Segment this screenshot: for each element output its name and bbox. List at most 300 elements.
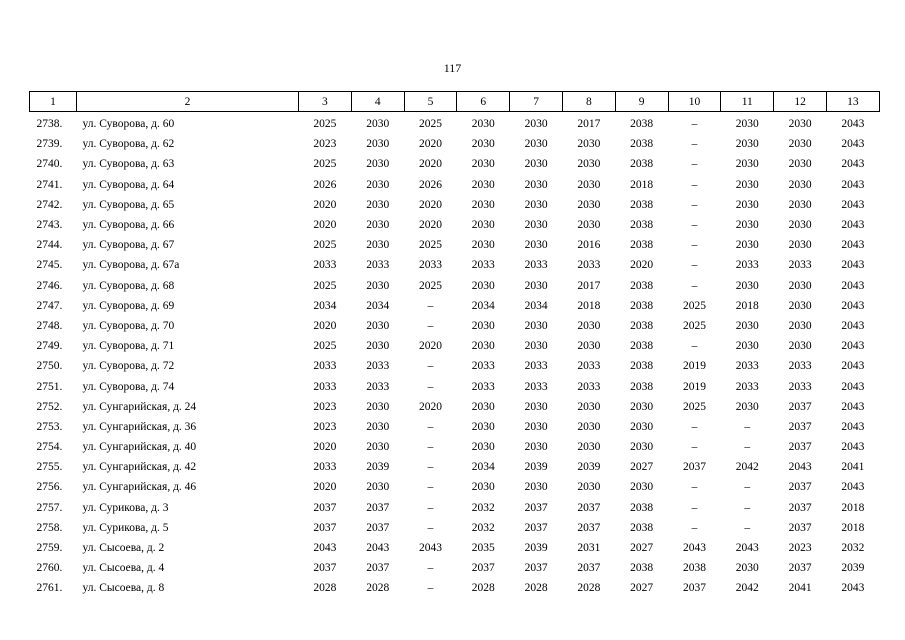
address-cell: ул. Сунгарийская, д. 46 (82, 481, 197, 494)
value-cell: 2018 (841, 521, 865, 534)
value-cell: 2037 (682, 582, 706, 595)
row-number-cell: 2747. (36, 299, 63, 312)
row-number-cell: 2742. (36, 198, 63, 211)
value-cell: 2038 (682, 562, 706, 575)
value-cell: 2030 (735, 400, 759, 413)
value-cell: 2020 (418, 219, 442, 232)
value-cell: 2038 (630, 239, 654, 252)
row-number-cell: 2740. (36, 158, 63, 171)
value-cell: 2038 (630, 380, 654, 393)
value-cell: 2025 (418, 239, 442, 252)
value-cell: – (744, 521, 751, 534)
value-cell: – (427, 380, 434, 393)
row-number-cell: 2749. (36, 340, 63, 353)
value-cell: 2030 (788, 239, 812, 252)
value-cell: 2043 (735, 542, 759, 555)
value-cell: – (427, 360, 434, 373)
value-cell: 2033 (471, 360, 495, 373)
row-number-cell: 2744. (36, 239, 63, 252)
value-cell: 2030 (735, 198, 759, 211)
value-cell: 2038 (630, 219, 654, 232)
value-cell: 2037 (366, 521, 390, 534)
value-cell: 2037 (577, 521, 601, 534)
value-cell: 2030 (471, 198, 495, 211)
value-cell: 2033 (366, 259, 390, 272)
value-cell: 2030 (524, 178, 548, 191)
value-cell: 2038 (630, 118, 654, 131)
value-cell: 2043 (841, 319, 865, 332)
value-cell: 2030 (471, 400, 495, 413)
value-cell: – (427, 501, 434, 514)
value-cell: 2038 (630, 340, 654, 353)
value-cell: 2030 (735, 319, 759, 332)
row-number-cell: 2739. (36, 138, 63, 151)
value-cell: 2030 (735, 239, 759, 252)
value-cell: 2030 (366, 441, 390, 454)
value-cell: – (427, 521, 434, 534)
address-cell: ул. Суворова, д. 69 (82, 299, 175, 312)
column-header-5: 5 (404, 92, 457, 112)
value-cell: 2028 (471, 582, 495, 595)
value-cell: 2043 (366, 542, 390, 555)
value-cell: – (744, 481, 751, 494)
value-cell: – (691, 178, 698, 191)
value-cell: 2025 (418, 118, 442, 131)
value-cell: 2037 (788, 420, 812, 433)
row-number-cell: 2748. (36, 319, 63, 332)
column-header-11: 11 (721, 92, 774, 112)
value-cell: 2037 (577, 501, 601, 514)
value-cell: 2020 (313, 219, 337, 232)
value-cell: 2035 (471, 542, 495, 555)
value-cell: 2033 (788, 360, 812, 373)
column-header-13: 13 (826, 92, 879, 112)
value-cell: 2030 (788, 158, 812, 171)
value-cell: 2043 (841, 420, 865, 433)
value-cell: 2030 (735, 219, 759, 232)
address-cell: ул. Суворова, д. 67 (82, 239, 175, 252)
table-row (30, 578, 880, 598)
value-cell: 2033 (366, 380, 390, 393)
table-row (30, 175, 880, 195)
value-cell: 2030 (735, 279, 759, 292)
value-cell: 2030 (788, 299, 812, 312)
table-row (30, 154, 880, 174)
value-cell: 2039 (366, 461, 390, 474)
value-cell: 2030 (577, 158, 601, 171)
value-cell: 2027 (630, 461, 654, 474)
value-cell: 2039 (524, 542, 548, 555)
row-number-cell: 2760. (36, 562, 63, 575)
value-cell: 2030 (366, 481, 390, 494)
value-cell: 2033 (366, 360, 390, 373)
table-row (30, 296, 880, 316)
value-cell: 2030 (366, 219, 390, 232)
value-cell: 2025 (313, 340, 337, 353)
value-cell: – (691, 441, 698, 454)
value-cell: 2033 (577, 360, 601, 373)
value-cell: 2033 (577, 259, 601, 272)
value-cell: 2020 (313, 319, 337, 332)
column-header-1: 1 (30, 92, 77, 112)
column-header-7: 7 (510, 92, 563, 112)
row-number-cell: 2756. (36, 481, 63, 494)
value-cell: 2030 (788, 198, 812, 211)
value-cell: – (427, 319, 434, 332)
value-cell: 2030 (471, 219, 495, 232)
value-cell: 2037 (524, 521, 548, 534)
value-cell: 2030 (524, 239, 548, 252)
column-header-12: 12 (774, 92, 827, 112)
table-row (30, 457, 880, 477)
value-cell: 2025 (313, 118, 337, 131)
value-cell: – (691, 118, 698, 131)
value-cell: 2027 (630, 542, 654, 555)
value-cell: 2037 (366, 501, 390, 514)
value-cell: 2030 (366, 239, 390, 252)
value-cell: 2030 (577, 420, 601, 433)
value-cell: 2030 (577, 138, 601, 151)
value-cell: 2043 (841, 178, 865, 191)
address-cell: ул. Суворова, д. 63 (82, 158, 175, 171)
value-cell: – (744, 420, 751, 433)
value-cell: 2030 (735, 118, 759, 131)
value-cell: 2025 (313, 158, 337, 171)
value-cell: 2030 (366, 198, 390, 211)
value-cell: 2020 (418, 340, 442, 353)
value-cell: 2020 (313, 441, 337, 454)
address-cell: ул. Сунгарийская, д. 36 (82, 420, 197, 433)
address-cell: ул. Суворова, д. 68 (82, 279, 175, 292)
value-cell: 2028 (524, 582, 548, 595)
table-row (30, 498, 880, 518)
value-cell: 2037 (682, 461, 706, 474)
value-cell: 2037 (788, 441, 812, 454)
value-cell: 2039 (524, 461, 548, 474)
value-cell: 2030 (788, 138, 812, 151)
value-cell: 2043 (841, 481, 865, 494)
table-row (30, 558, 880, 578)
table-row (30, 376, 880, 396)
value-cell: 2018 (841, 501, 865, 514)
value-cell: 2043 (841, 340, 865, 353)
value-cell: 2025 (313, 239, 337, 252)
column-header-6: 6 (457, 92, 510, 112)
column-header-8: 8 (562, 92, 615, 112)
value-cell: – (691, 219, 698, 232)
row-number-cell: 2753. (36, 420, 63, 433)
value-cell: 2030 (577, 481, 601, 494)
value-cell: 2030 (471, 239, 495, 252)
value-cell: 2033 (577, 380, 601, 393)
row-number-cell: 2761. (36, 582, 63, 595)
value-cell: – (427, 299, 434, 312)
row-number-cell: 2754. (36, 441, 63, 454)
value-cell: – (691, 501, 698, 514)
value-cell: 2033 (313, 360, 337, 373)
value-cell: 2030 (788, 219, 812, 232)
value-cell: 2043 (313, 542, 337, 555)
value-cell: 2043 (841, 219, 865, 232)
value-cell: 2043 (841, 582, 865, 595)
value-cell: 2037 (524, 562, 548, 575)
value-cell: 2038 (630, 360, 654, 373)
value-cell: 2030 (471, 340, 495, 353)
table-row (30, 538, 880, 558)
value-cell: 2030 (366, 400, 390, 413)
value-cell: 2030 (366, 118, 390, 131)
value-cell: 2038 (630, 319, 654, 332)
value-cell: 2038 (630, 521, 654, 534)
data-table (29, 91, 880, 599)
value-cell: 2025 (313, 279, 337, 292)
table-row (30, 235, 880, 255)
value-cell: – (427, 461, 434, 474)
table-row (30, 276, 880, 296)
address-cell: ул. Сурикова, д. 3 (82, 501, 169, 514)
column-header-9: 9 (615, 92, 668, 112)
value-cell: 2030 (524, 319, 548, 332)
value-cell: 2042 (735, 461, 759, 474)
value-cell: 2030 (471, 481, 495, 494)
value-cell: 2043 (841, 138, 865, 151)
value-cell: 2034 (366, 299, 390, 312)
address-cell: ул. Суворова, д. 72 (82, 360, 175, 373)
value-cell: 2043 (841, 400, 865, 413)
value-cell: – (427, 420, 434, 433)
value-cell: 2038 (630, 279, 654, 292)
value-cell: 2038 (630, 562, 654, 575)
value-cell: 2033 (313, 380, 337, 393)
value-cell: 2030 (524, 340, 548, 353)
value-cell: 2017 (577, 118, 601, 131)
value-cell: 2037 (524, 501, 548, 514)
value-cell: 2043 (682, 542, 706, 555)
value-cell: 2030 (366, 279, 390, 292)
value-cell: 2033 (788, 259, 812, 272)
value-cell: 2032 (841, 542, 865, 555)
row-number-cell: 2750. (36, 360, 63, 373)
value-cell: 2041 (788, 582, 812, 595)
row-number-cell: 2741. (36, 178, 63, 191)
value-cell: – (427, 562, 434, 575)
value-cell: 2019 (682, 380, 706, 393)
value-cell: 2038 (630, 501, 654, 514)
value-cell: 2030 (577, 198, 601, 211)
value-cell: 2023 (313, 420, 337, 433)
address-cell: ул. Суворова, д. 71 (82, 340, 175, 353)
column-header-4: 4 (351, 92, 404, 112)
row-number-cell: 2759. (36, 542, 63, 555)
value-cell: 2033 (418, 259, 442, 272)
value-cell: 2030 (788, 279, 812, 292)
value-cell: – (691, 521, 698, 534)
value-cell: 2017 (577, 279, 601, 292)
value-cell: – (691, 279, 698, 292)
value-cell: 2037 (788, 400, 812, 413)
value-cell: – (691, 138, 698, 151)
row-number-cell: 2746. (36, 279, 63, 292)
value-cell: 2020 (418, 138, 442, 151)
value-cell: 2033 (735, 380, 759, 393)
value-cell: 2030 (577, 319, 601, 332)
value-cell: – (427, 582, 434, 595)
page-number: 117 (443, 61, 462, 75)
value-cell: 2025 (418, 279, 442, 292)
value-cell: 2033 (313, 259, 337, 272)
value-cell: 2043 (841, 259, 865, 272)
value-cell: 2020 (313, 481, 337, 494)
value-cell: 2028 (313, 582, 337, 595)
value-cell: 2034 (471, 461, 495, 474)
value-cell: 2030 (366, 178, 390, 191)
value-cell: 2030 (366, 420, 390, 433)
value-cell: 2033 (524, 360, 548, 373)
value-cell: 2043 (841, 299, 865, 312)
value-cell: 2030 (735, 178, 759, 191)
value-cell: 2030 (630, 420, 654, 433)
value-cell: 2018 (735, 299, 759, 312)
value-cell: 2032 (471, 521, 495, 534)
row-number-cell: 2755. (36, 461, 63, 474)
address-cell: ул. Суворова, д. 65 (82, 198, 175, 211)
value-cell: 2030 (630, 441, 654, 454)
value-cell: 2030 (366, 138, 390, 151)
value-cell: 2028 (577, 582, 601, 595)
value-cell: 2038 (630, 138, 654, 151)
value-cell: 2023 (313, 400, 337, 413)
address-cell: ул. Суворова, д. 62 (82, 138, 175, 151)
value-cell: – (744, 441, 751, 454)
value-cell: 2043 (841, 158, 865, 171)
value-cell: 2020 (313, 198, 337, 211)
table-row (30, 195, 880, 215)
value-cell: 2030 (524, 481, 548, 494)
value-cell: 2037 (788, 501, 812, 514)
value-cell: 2020 (630, 259, 654, 272)
value-cell: 2037 (313, 521, 337, 534)
table-row (30, 417, 880, 437)
value-cell: 2030 (788, 340, 812, 353)
value-cell: 2037 (471, 562, 495, 575)
value-cell: 2030 (366, 319, 390, 332)
address-cell: ул. Сунгарийская, д. 40 (82, 441, 197, 454)
row-number-cell: 2743. (36, 219, 63, 232)
value-cell: 2038 (630, 158, 654, 171)
value-cell: 2030 (524, 219, 548, 232)
value-cell: 2037 (313, 562, 337, 575)
value-cell: 2033 (524, 380, 548, 393)
table-body (30, 112, 880, 599)
row-number-cell: 2745. (36, 259, 63, 272)
value-cell: 2026 (313, 178, 337, 191)
value-cell: 2030 (788, 319, 812, 332)
row-number-cell: 2757. (36, 501, 63, 514)
address-cell: ул. Суворова, д. 74 (82, 380, 175, 393)
value-cell: 2030 (471, 441, 495, 454)
value-cell: 2042 (735, 582, 759, 595)
value-cell: 2030 (735, 562, 759, 575)
value-cell: 2030 (471, 138, 495, 151)
value-cell: 2030 (577, 219, 601, 232)
value-cell: 2030 (630, 481, 654, 494)
value-cell: 2041 (841, 461, 865, 474)
value-cell: 2023 (313, 138, 337, 151)
value-cell: 2037 (788, 481, 812, 494)
value-cell: 2030 (524, 279, 548, 292)
value-cell: 2030 (577, 441, 601, 454)
table-row (30, 397, 880, 417)
table-row (30, 518, 880, 538)
row-number-cell: 2752. (36, 400, 63, 413)
table-row (30, 215, 880, 235)
value-cell: 2030 (366, 340, 390, 353)
value-cell: 2016 (577, 239, 601, 252)
value-cell: 2037 (366, 562, 390, 575)
value-cell: 2030 (524, 198, 548, 211)
value-cell: 2034 (524, 299, 548, 312)
address-cell: ул. Суворова, д. 66 (82, 219, 175, 232)
row-number-cell: 2738. (36, 118, 63, 131)
value-cell: – (691, 340, 698, 353)
value-cell: 2030 (471, 319, 495, 332)
value-cell: 2033 (471, 259, 495, 272)
row-number-cell: 2751. (36, 380, 63, 393)
value-cell: 2043 (841, 279, 865, 292)
value-cell: – (427, 441, 434, 454)
value-cell: 2030 (524, 118, 548, 131)
address-cell: ул. Сысоева, д. 2 (82, 542, 165, 555)
value-cell: 2032 (471, 501, 495, 514)
table-row (30, 112, 880, 135)
value-cell: 2020 (418, 198, 442, 211)
value-cell: 2030 (524, 420, 548, 433)
value-cell: 2043 (841, 198, 865, 211)
address-cell: ул. Сысоева, д. 4 (82, 562, 165, 575)
table-row (30, 437, 880, 457)
value-cell: 2023 (788, 542, 812, 555)
address-cell: ул. Сурикова, д. 5 (82, 521, 169, 534)
value-cell: 2034 (471, 299, 495, 312)
value-cell: 2043 (418, 542, 442, 555)
column-header-3: 3 (299, 92, 352, 112)
table-header (30, 92, 880, 112)
value-cell: 2030 (471, 118, 495, 131)
value-cell: – (691, 158, 698, 171)
value-cell: 2030 (577, 400, 601, 413)
value-cell: 2033 (788, 380, 812, 393)
address-cell: ул. Суворова, д. 60 (82, 118, 175, 131)
value-cell: 2030 (471, 420, 495, 433)
table-row (30, 134, 880, 154)
value-cell: 2025 (682, 319, 706, 332)
value-cell: 2038 (630, 198, 654, 211)
value-cell: 2030 (471, 279, 495, 292)
value-cell: 2030 (471, 178, 495, 191)
value-cell: 2034 (313, 299, 337, 312)
value-cell: 2030 (735, 138, 759, 151)
header-row (30, 92, 880, 112)
value-cell: 2031 (577, 542, 601, 555)
address-cell: ул. Сысоева, д. 8 (82, 582, 165, 595)
value-cell: – (691, 259, 698, 272)
value-cell: 2030 (630, 400, 654, 413)
value-cell: 2037 (313, 501, 337, 514)
value-cell: 2039 (577, 461, 601, 474)
value-cell: 2026 (418, 178, 442, 191)
value-cell: 2037 (788, 562, 812, 575)
value-cell: 2043 (841, 380, 865, 393)
